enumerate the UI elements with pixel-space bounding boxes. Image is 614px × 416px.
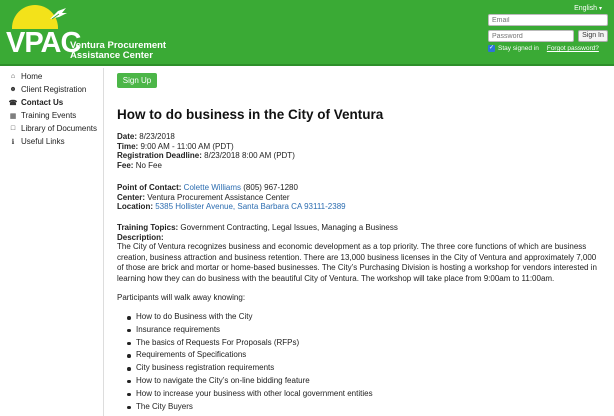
date-value: 8/23/2018 [139, 132, 175, 141]
learning-list [117, 311, 373, 413]
location-link[interactable]: 5385 Hollister Avenue, Santa Barbara CA 93111-2389 [155, 202, 346, 211]
stay-signed-in-row [488, 45, 608, 52]
calendar-icon: ▦ [9, 112, 17, 120]
fee-label: Fee: [117, 160, 134, 170]
sidebar-item-label: Contact Us [21, 98, 64, 107]
language-selector[interactable] [574, 5, 602, 12]
sidebar-nav [0, 68, 104, 416]
deadline-value: 8/23/2018 8:00 AM (PDT) [204, 151, 295, 160]
sidebar-item-label: Client Registration [21, 85, 87, 94]
sidebar-item-home[interactable] [0, 70, 103, 83]
vpac-logo[interactable] [4, 3, 194, 63]
list-item: Insurance requirements [117, 324, 373, 337]
description-label: Description: [117, 232, 164, 242]
location-label: Location: [117, 202, 153, 211]
home-icon: ⌂ [10, 73, 16, 80]
list-item: The basics of Requests For Proposals (RFPs) [117, 337, 373, 350]
list-item: How to increase your business with other local government entities [117, 388, 373, 401]
contact-label: Point of Contact: [117, 183, 182, 192]
sidebar-item-contact-us[interactable] [0, 96, 103, 109]
description-text: The City of Ventura recognizes business and economic development as a top priority. The three core functions of which are business creation, business attraction and business retention. There are 13,000 business licenses in the City of Ventura and approximately 7,000 of those are brick and mortar or home-based businesses. The City’s Purchasing Division is hosting a workshop for vendors interested in learning how they can do business with the beautiful City of Ventura. The workshop will take place from 9:00am to 11:00am. [117, 242, 597, 283]
user-icon: ☻ [9, 86, 17, 93]
signup-button[interactable]: Sign Up [117, 73, 157, 88]
topics-label: Training Topics: [117, 223, 179, 232]
sidebar-item-library-of-documents[interactable] [0, 122, 103, 135]
page-title: How to do business in the City of Ventura [117, 107, 384, 122]
topics-block [117, 223, 605, 284]
list-item: The City Buyers [117, 401, 373, 414]
time-value: 9:00 AM - 11:00 AM (PDT) [140, 141, 234, 151]
list-item: How to do Business with the City [117, 311, 373, 324]
language-label: English [574, 5, 598, 12]
forgot-password-link[interactable]: Forgot password? [546, 45, 599, 52]
wing-logo-icon [48, 7, 68, 21]
time-label: Time: [117, 141, 139, 151]
caret-down-icon: ▾ [598, 6, 602, 12]
stay-signed-in-label[interactable]: Stay signed in [498, 45, 539, 52]
password-row [488, 30, 608, 42]
sidebar-item-useful-links[interactable] [0, 135, 103, 148]
stay-signed-in-checkbox[interactable]: ✓ [488, 45, 495, 51]
center-label: Center: [117, 192, 146, 202]
sidebar-item-client-registration[interactable] [0, 83, 103, 96]
sidebar-item-label: Useful Links [21, 137, 65, 146]
contact-phone: (805) 967-1280 [243, 183, 298, 192]
date-label: Date: [117, 132, 138, 141]
fee-value: No Fee [135, 160, 162, 170]
signin-form [488, 14, 608, 52]
signin-button[interactable]: Sign In [578, 30, 608, 42]
deadline-label: Registration Deadline: [117, 151, 202, 160]
logo-text: VPAC [6, 27, 81, 59]
participants-intro: Participants will walk away knowing: [117, 293, 246, 302]
document-icon: □ [10, 125, 16, 132]
sidebar-item-training-events[interactable] [0, 109, 103, 122]
logo-subtitle [70, 41, 166, 61]
center-value: Ventura Procurement Assistance Center [147, 192, 290, 202]
list-item: Requirements of Specifications [117, 349, 373, 362]
password-field[interactable] [488, 30, 574, 42]
logo-subtitle-line1: Ventura Procurement [70, 40, 167, 51]
info-icon: ℹ [11, 138, 15, 146]
topics-value: Government Contracting, Legal Issues, Managing a Business [180, 223, 398, 232]
phone-icon: ☎ [8, 99, 18, 107]
contact-block [117, 183, 346, 212]
list-item: City business registration requirements [117, 362, 373, 375]
list-item: How to navigate the City’s on-line bidding feature [117, 375, 373, 388]
site-header [0, 0, 614, 66]
sidebar-item-label: Training Events [21, 111, 77, 120]
sidebar-item-label: Library of Documents [21, 124, 98, 133]
logo-subtitle-line2: Assistance Center [70, 50, 153, 61]
email-field[interactable] [488, 14, 608, 26]
contact-name-link[interactable]: Colette Williams [183, 183, 242, 192]
event-schedule [117, 132, 295, 170]
sidebar-item-label: Home [21, 72, 43, 81]
